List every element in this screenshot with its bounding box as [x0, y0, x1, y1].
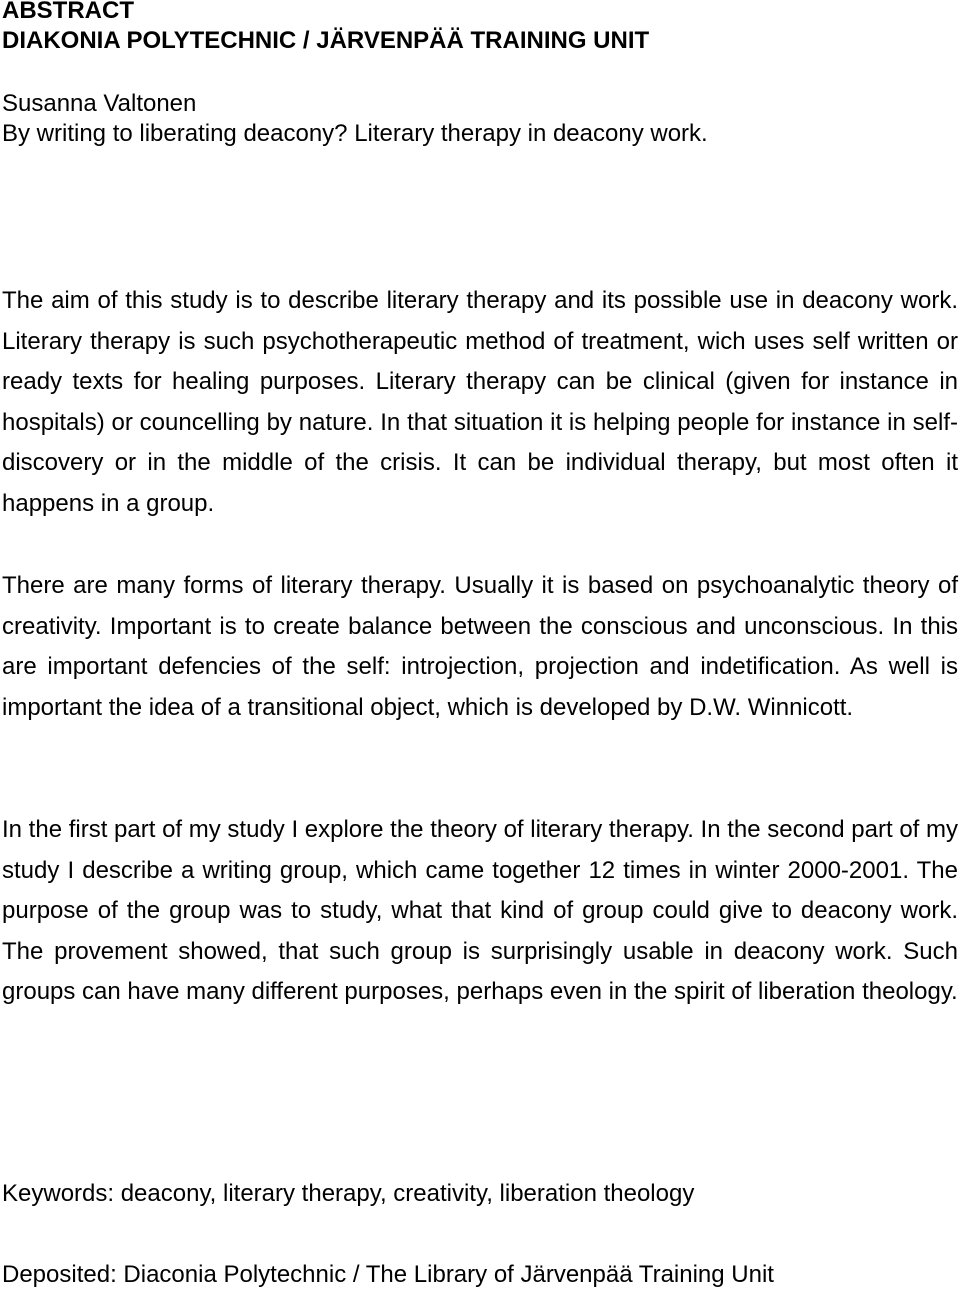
author-name: Susanna Valtonen [2, 90, 197, 117]
institution-heading: DIAKONIA POLYTECHNIC / JÄRVENPÄÄ TRAINING UNIT [2, 27, 650, 54]
keywords-line: Keywords: deacony, literary therapy, creativity, liberation theology [2, 1180, 695, 1207]
abstract-paragraph-3: In the first part of my study I explore the theory of literary therapy. In the second part of my study I describe a writing group, which came together 12 times in winter 2000-2001. The purpose of the group was to study, what that kind of group could give to deacony work. The provement showed, that such group is surprisingly usable in deacony work. Such groups can have many different purposes, perhaps even in the spirit of liberation theology. [2, 816, 959, 1006]
abstract-paragraph-1: The aim of this study is to describe literary therapy and its possible use in deacony work. Literary therapy is such psychotherapeutic method of treatment, wich uses self written or ready texts for healing purposes. Literary therapy can be clinical (given for instance in hospitals) or councelling by nature. In that situation it is helping people for instance in self-discovery or in the middle of the crisis. It can be individual therapy, but most often it happens in a group. [2, 287, 958, 517]
abstract-paragraph-2: There are many forms of literary therapy. Usually it is based on psychoanalytic theory of creativity. Important is to create balance between the conscious and unconscious. In this are important defencies of the self: introjection, projection and indetification. As well is important the idea of a transitional object, which is developed by D.W. Winnicott. [2, 572, 958, 721]
deposited-line: Deposited: Diaconia Polytechnic / The Library of Järvenpää Training Unit [2, 1261, 774, 1288]
abstract-label: ABSTRACT [2, 0, 134, 24]
thesis-title: By writing to liberating deacony? Literary therapy in deacony work. [2, 120, 708, 147]
